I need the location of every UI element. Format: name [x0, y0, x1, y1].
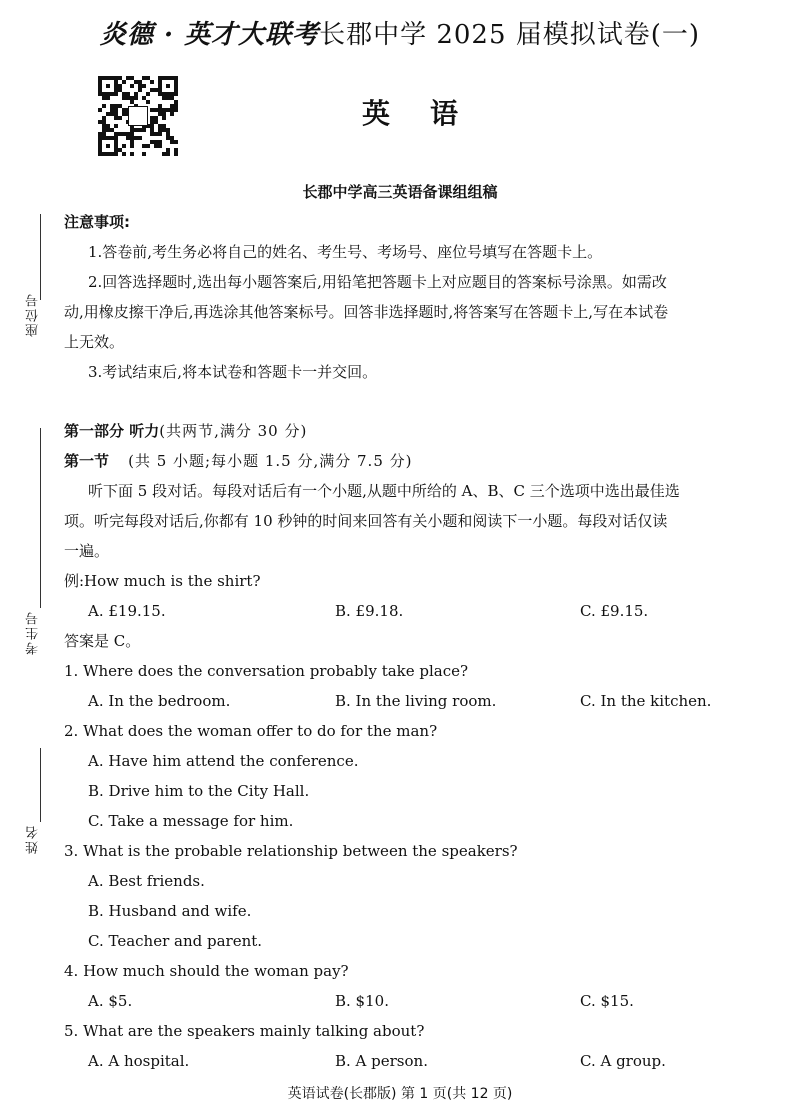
exam-number-line: [40, 428, 41, 608]
seat-number-line: [40, 214, 41, 300]
option-a: A. Have him attend the conference.: [88, 752, 359, 770]
question-5: 5. What are the speakers mainly talking about?: [64, 1022, 425, 1040]
option-b: B. £9.18.: [335, 602, 404, 620]
subject-title: 英语: [361, 97, 498, 130]
example-answer: 答案是 C。: [64, 632, 141, 650]
part-one-note: (共两节,满分 30 分): [159, 422, 308, 440]
option-c: C. In the kitchen.: [580, 692, 712, 710]
notice-item: 上无效。: [64, 333, 125, 351]
option-b: B. A person.: [335, 1052, 428, 1070]
question-4: 4. How much should the woman pay?: [64, 962, 349, 980]
option-c: C. Take a message for him.: [88, 812, 294, 830]
option-a: A. A hospital.: [88, 1052, 190, 1070]
option-c: C. £9.15.: [580, 602, 649, 620]
notice-item: 动,用橡皮擦干净后,再选涂其他答案标号。回答非选择题时,将答案写在答题卡上,写在本试卷: [64, 303, 669, 321]
section-instruction: 听下面 5 段对话。每段对话后有一个小题,从题中所给的 A、B、C 三个选项中选出最佳选: [88, 482, 680, 500]
header-brand: 炎德 · 英才大联考: [99, 20, 320, 50]
example-question: 例:How much is the shirt?: [64, 572, 261, 590]
question-2: 2. What does the woman offer to do for the man?: [64, 722, 438, 740]
option-b: B. Husband and wife.: [88, 902, 252, 920]
option-b: B. In the living room.: [335, 692, 497, 710]
exam-number-label: 考生号: [26, 610, 41, 655]
question-3: 3. What is the probable relationship between the speakers?: [64, 842, 518, 860]
section-one-title: 第一节: [64, 452, 110, 470]
name-line: [40, 748, 41, 822]
page-footer: 英语试卷(长郡版) 第 1 页(共 12 页): [287, 1086, 513, 1102]
option-c: C. $15.: [580, 992, 634, 1010]
notice-item: 2.回答选择题时,选出每小题答案后,用铅笔把答题卡上对应题目的答案标号涂黑。如需改: [88, 273, 667, 291]
qr-code-icon: [98, 76, 178, 156]
compiler-line: 长郡中学高三英语备课组组稿: [302, 183, 498, 201]
exam-header: [0, 14, 800, 51]
seat-number-label: 座位号: [26, 292, 41, 337]
question-1: 1. Where does the conversation probably take place?: [64, 662, 469, 680]
section-one-heading: [64, 451, 786, 471]
option-a: A. $5.: [88, 992, 133, 1010]
option-c: C. Teacher and parent.: [88, 932, 263, 950]
option-b: B. $10.: [335, 992, 389, 1010]
section-instruction: 项。听完每段对话后,你都有 10 秒钟的时间来回答有关小题和阅读下一小题。每段对话仅读: [64, 512, 668, 530]
section-one-note: (共 5 小题;每小题 1.5 分,满分 7.5 分): [128, 452, 413, 470]
option-b: B. Drive him to the City Hall.: [88, 782, 310, 800]
option-c: C. A group.: [580, 1052, 666, 1070]
part-one-title: 第一部分 听力: [64, 422, 160, 440]
part-one-heading: [64, 421, 786, 441]
option-a: A. In the bedroom.: [88, 692, 231, 710]
option-a: A. £19.15.: [88, 602, 166, 620]
option-a: A. Best friends.: [88, 872, 205, 890]
section-instruction: 一遍。: [64, 542, 110, 560]
notice-item: 1.答卷前,考生务必将自己的姓名、考生号、考场号、座位号填写在答题卡上。: [88, 243, 603, 261]
header-exam-name: 长郡中学 2025 届模拟试卷(一): [319, 20, 701, 50]
notice-title: 注意事项:: [64, 213, 130, 231]
name-label: 姓名: [26, 824, 41, 854]
notice-item: 3.考试结束后,将本试卷和答题卡一并交回。: [88, 363, 378, 381]
